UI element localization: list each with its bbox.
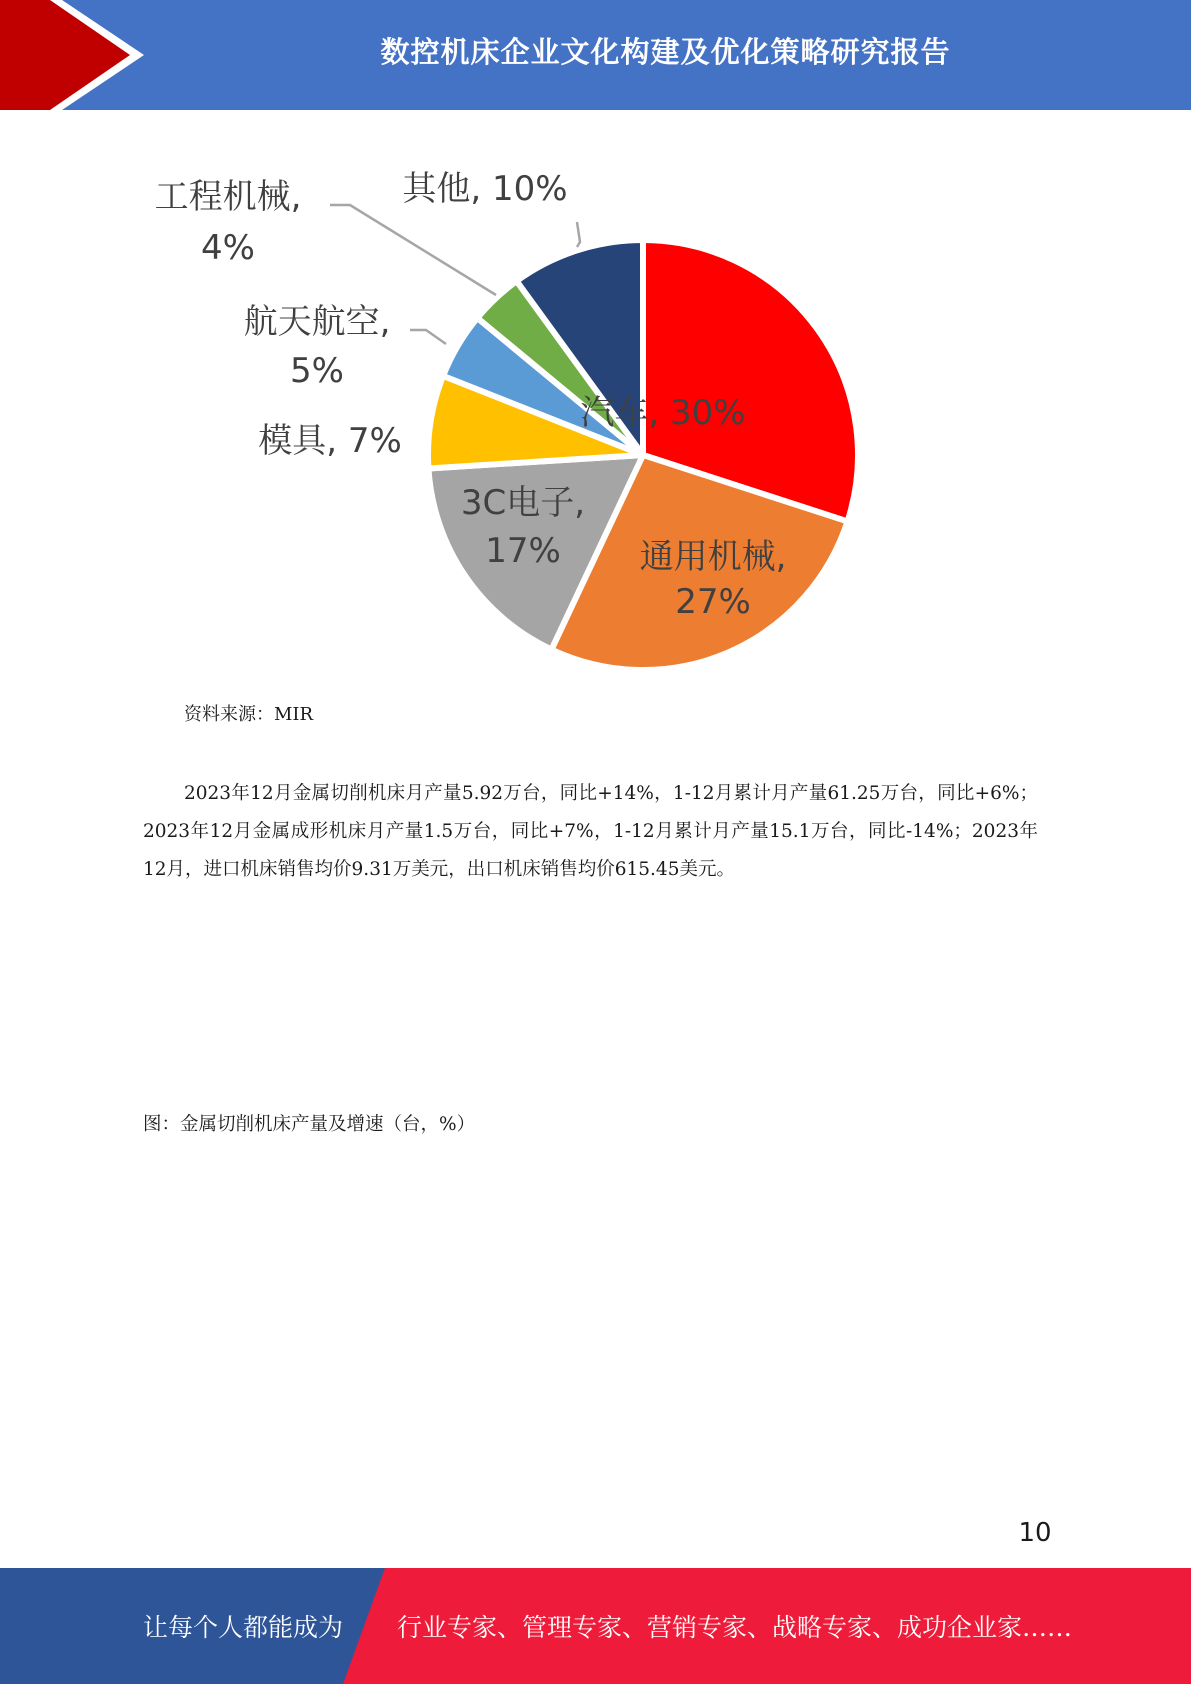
leader-line-aerospace	[410, 330, 446, 344]
pie-chart	[140, 150, 900, 680]
label-general-machinery-2: 27%	[675, 582, 751, 622]
label-3c-1: 3C电子,	[460, 483, 586, 523]
paragraph-text: 2023年12月金属切削机床月产量5.92万台，同比+14%，1-12月累计月产量61.25万台，同比+6%；2023年12月金属成形机床月产量1.5万台，同比+7%，1-12月累计月产量15.1万台，同比-14%；2023年12月，进口机床销售均价9.31万美元，出口机床销售均价615.45美元。	[143, 783, 1038, 880]
label-other: 其他, 10%	[402, 169, 568, 209]
header-chevron-icon	[0, 0, 160, 110]
footer-slogan-right: 行业专家、管理专家、营销专家、战略专家、成功企业家……	[397, 1613, 1073, 1642]
page-header	[0, 0, 1191, 110]
label-mold: 模具, 7%	[258, 421, 402, 461]
label-auto: 汽车, 30%	[580, 393, 746, 433]
body-paragraph	[143, 775, 1038, 889]
label-3c-2: 17%	[485, 531, 561, 571]
report-title: 数控机床企业文化构建及优化策略研究报告	[380, 34, 951, 69]
page-number: 10	[1018, 1518, 1052, 1548]
pie-chart-svg	[140, 150, 900, 680]
label-aerospace-2: 5%	[290, 351, 344, 391]
page-footer	[0, 1568, 1191, 1684]
footer-slogan-left: 让每个人都能成为	[143, 1613, 344, 1642]
leader-line-engineering	[330, 205, 496, 295]
label-engineering-1: 工程机械,	[154, 177, 302, 217]
label-general-machinery-1: 通用机械,	[639, 537, 787, 577]
leader-line-other	[577, 222, 580, 247]
figure-caption: 图：金属切削机床产量及增速（台，%）	[143, 1114, 476, 1135]
label-aerospace-1: 航天航空,	[243, 302, 391, 342]
chart-source: 资料来源：MIR	[184, 704, 314, 725]
label-engineering-2: 4%	[201, 228, 255, 268]
